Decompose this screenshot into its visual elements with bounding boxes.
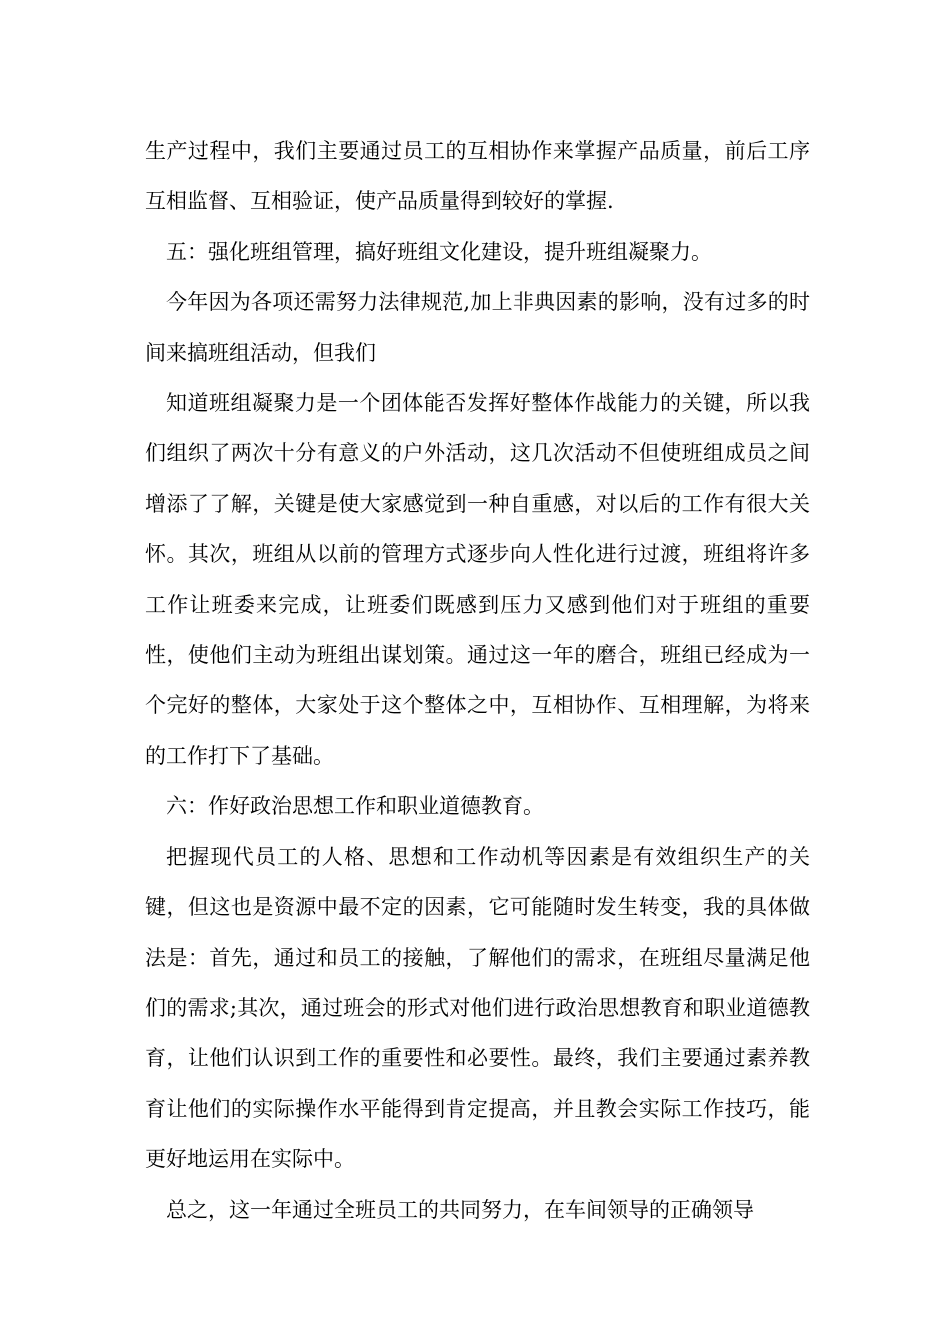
heading-section-six: 六：作好政治思想工作和职业道德教育。 [166,794,544,819]
paragraph-team-cohesion: 知道班组凝聚力是一个团体能否发挥好整体作战能力的关键，所以我们组织了两次十分有意义的户外活动，这几次活动不但使班组成员之间增添了了解，关键是使大家感觉到一种自重感，对以后的工作有很大关怀。其次，班组从以前的管理方式逐步向人性化进行过渡，班组将许多工作让班委来完成，让班委们既感到压力又感到他们对于班组的重要性，使他们主动为班组出谋划策。通过这一年的磨合，班组已经成为一个完好的整体，大家处于这个整体之中，互相协作、互相理解，为将来的工作打下了基础。 [145,391,810,768]
paragraph-summary: 总之，这一年通过全班员工的共同努力，在车间领导的正确领导 [166,1197,754,1222]
document-page [145,126,810,1235]
paragraph-quality-control: 生产过程中，我们主要通过员工的互相协作来掌握产品质量，前后工序互相监督、互相验证，使产品质量得到较好的掌握. [145,139,810,214]
paragraph-political-education: 把握现代员工的人格、思想和工作动机等因素是有效组织生产的关键，但这也是资源中最不定的因素，它可能随时发生转变，我的具体做法是：首先，通过和员工的接触，了解他们的需求，在班组尽量满足他们的需求;其次，通过班会的形式对他们进行政治思想教育和职业道德教育，让他们认识到工作的重要性和必要性。最终，我们主要通过素养教育让他们的实际操作水平能得到肯定提高，并且教会实际工作技巧，能更好地运用在实际中。 [145,844,810,1172]
paragraph-this-year: 今年因为各项还需努力法律规范,加上非典因素的影响，没有过多的时间来搞班组活动，但我们 [145,290,810,365]
heading-section-five: 五：强化班组管理，搞好班组文化建设，提升班组凝聚力。 [166,239,712,264]
